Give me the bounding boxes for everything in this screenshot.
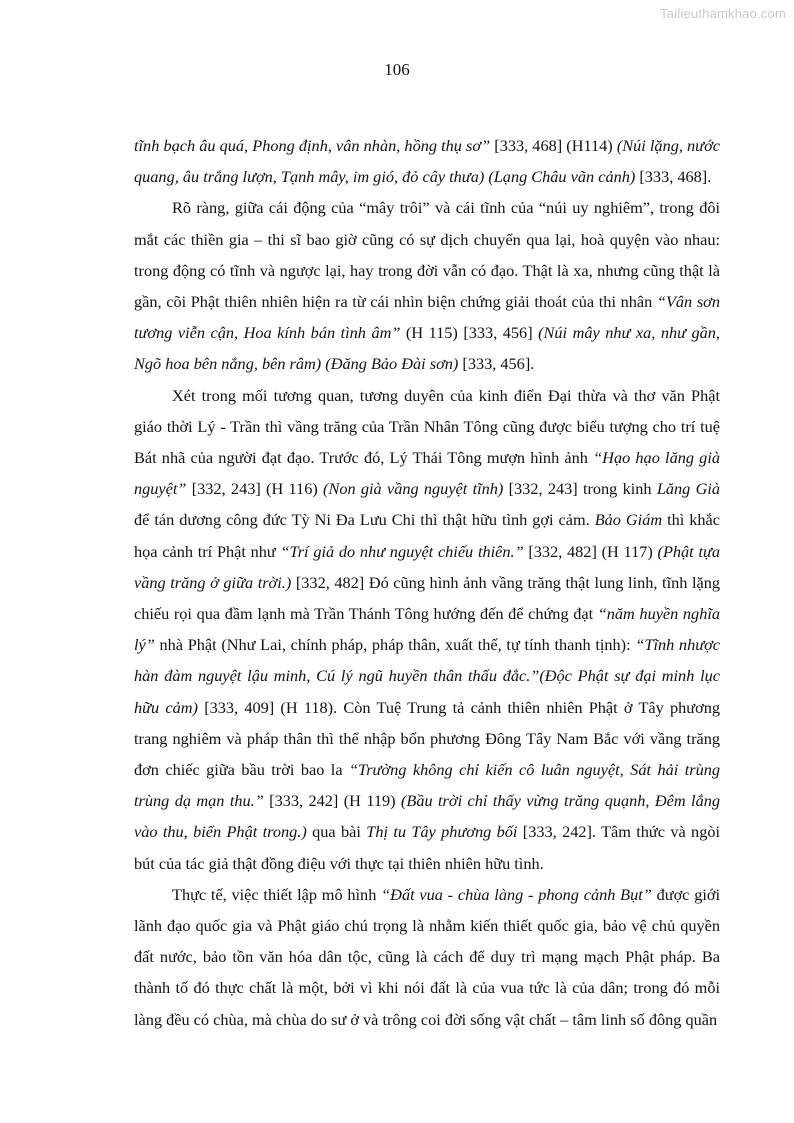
italic-text: (Núi mây như xa, như gần, Ngõ hoa bên nắng, bên râm) (Đăng Bảo Đài sơn) bbox=[134, 323, 720, 374]
text-run: [333, 242]. Tâm thức và ngòi bút của tác giả thật đồng điệu với thực tại thiên nhiên hữu tình. bbox=[134, 822, 721, 873]
italic-text: (Non già vầng nguyệt tĩnh) bbox=[323, 479, 504, 499]
document-body bbox=[134, 130, 720, 1035]
paragraph bbox=[134, 130, 720, 192]
watermark: Tailieuthamkhao.com bbox=[660, 6, 786, 21]
text-run: [332, 243] trong kinh bbox=[503, 479, 657, 499]
italic-text: (Bầu trời chỉ thấy vừng trăng quạnh, Đêm lắng vào thu, biển Phật trong.) bbox=[134, 791, 721, 842]
text-run: [333, 242] (H 119) bbox=[263, 791, 401, 811]
text-run: Xét trong mối tương quan, tương duyên của kinh điển Đại thừa và thơ văn Phật giáo thời Lý - Trần thì vầng trăng của Trần Nhân Tông cũng được biểu tượng cho trí tuệ Bát nhã của người đạt đạo. Trước đó, Lý Thái Tông mượn hình ảnh bbox=[134, 385, 720, 468]
text-run: được giới lãnh đạo quốc gia và Phật giáo chú trọng là nhằm kiến thiết quốc gia, bảo vệ chủ quyền đất nước, bảo tồn văn hóa dân tộc, cũng là cách để duy trì mạng mạch Phật pháp. Ba thành tố đó thực chất là một, bởi vì khi nói đất là của vua tức là của dân; trong đó mỗi làng đều có chùa, mà chùa do sư ở và trông coi đời sống vật chất – tâm linh số đông quần bbox=[134, 884, 720, 1029]
text-run: [332, 482] Đó cũng hình ảnh vầng trăng thật lung linh, tĩnh lặng chiếu rọi qua đầm lạnh mà Trần Thánh Tông hướng đến để chứng đạt bbox=[134, 572, 721, 624]
italic-text: “Trường không chỉ kiến cô luân nguyệt, Sát hải trùng trùng dạ mạn thu.” bbox=[134, 760, 720, 811]
italic-text: Bảo Giám bbox=[594, 510, 663, 530]
italic-text: (Phật tựa vầng trăng ở giữa trời.) bbox=[134, 541, 720, 592]
text-run: [333, 409] (H 118). Còn Tuệ Trung tả cảnh thiên nhiên Phật ở Tây phương trang nghiêm và pháp thân thì thể nhập bốn phương Đông Tây Nam Bắc với vầng trăng đơn chiếc giữa bầu trời bao la bbox=[134, 697, 721, 780]
text-run: Thực tế, việc thiết lập mô hình bbox=[172, 884, 382, 904]
paragraph bbox=[134, 380, 720, 879]
text-run: để tán dương công đức Tỳ Ni Đa Lưu Chi thì thật hữu tình gợi cảm. bbox=[134, 510, 595, 530]
italic-text: “Đất vua - chùa làng - phong cảnh Bụt” bbox=[381, 884, 652, 904]
text-run: [333, 468] (H114) bbox=[490, 136, 617, 155]
text-run: thì khắc họa cảnh trí Phật như bbox=[134, 510, 721, 561]
italic-text: tĩnh bạch âu quá, Phong định, vân nhàn, hồng thụ sơ” bbox=[134, 136, 491, 155]
text-run: [332, 243] (H 116) bbox=[186, 479, 324, 499]
italic-text: Lăng Già bbox=[656, 479, 721, 499]
italic-text: “Tĩnh nhược hàn đàm nguyệt lậu minh, Cú lý ngũ huyền thân thấu đắc.”(Độc Phật sự đại minh lục hữu cảm) bbox=[134, 635, 721, 717]
italic-text: “Trí giả do như nguyệt chiếu thiên.” bbox=[280, 541, 524, 561]
text-run: (H 115) [333, 456] bbox=[400, 323, 539, 343]
text-run: [333, 456]. bbox=[458, 354, 535, 374]
italic-text: (Núi lặng, nước quang, âu trắng lượn, Tạnh mây, im gió, đỏ cây thưa) (Lạng Châu vãn cảnh) bbox=[134, 136, 720, 187]
italic-text: “Vân sơn tương viễn cận, Hoa kính bán tình âm” bbox=[134, 292, 720, 343]
italic-text: Thị tu Tây phương bối bbox=[366, 822, 518, 842]
italic-text: “năm huyền nghĩa lý” bbox=[134, 604, 720, 655]
text-run: [333, 468]. bbox=[635, 167, 712, 187]
text-run: Rõ ràng, giữa cái động của “mây trôi” và cái tĩnh của “núi uy nghiêm”, trong đôi mắt các thiền gia – thi sĩ bao giờ cũng có sự dịch chuyển qua lại, hoà quyện vào nhau: trong động có tĩnh và ngược lại, hay trong đời vẫn có đạo. Thật là xa, nhưng cũng thật là gần, cõi Phật thiên nhiên hiện ra từ cái nhìn biện chứng giải thoát của thi nhân bbox=[134, 198, 720, 312]
paragraph bbox=[134, 879, 720, 1035]
text-run: nhà Phật (Như Lai, chính pháp, pháp thân, xuất thế, tự tính thanh tịnh): bbox=[154, 635, 636, 655]
text-run: [332, 482] (H 117) bbox=[523, 541, 658, 561]
page-number: 106 bbox=[384, 60, 410, 79]
paragraph bbox=[134, 192, 720, 379]
text-run: qua bài bbox=[306, 822, 367, 842]
italic-text: “Hạo hạo lăng già nguyệt” bbox=[134, 448, 720, 499]
